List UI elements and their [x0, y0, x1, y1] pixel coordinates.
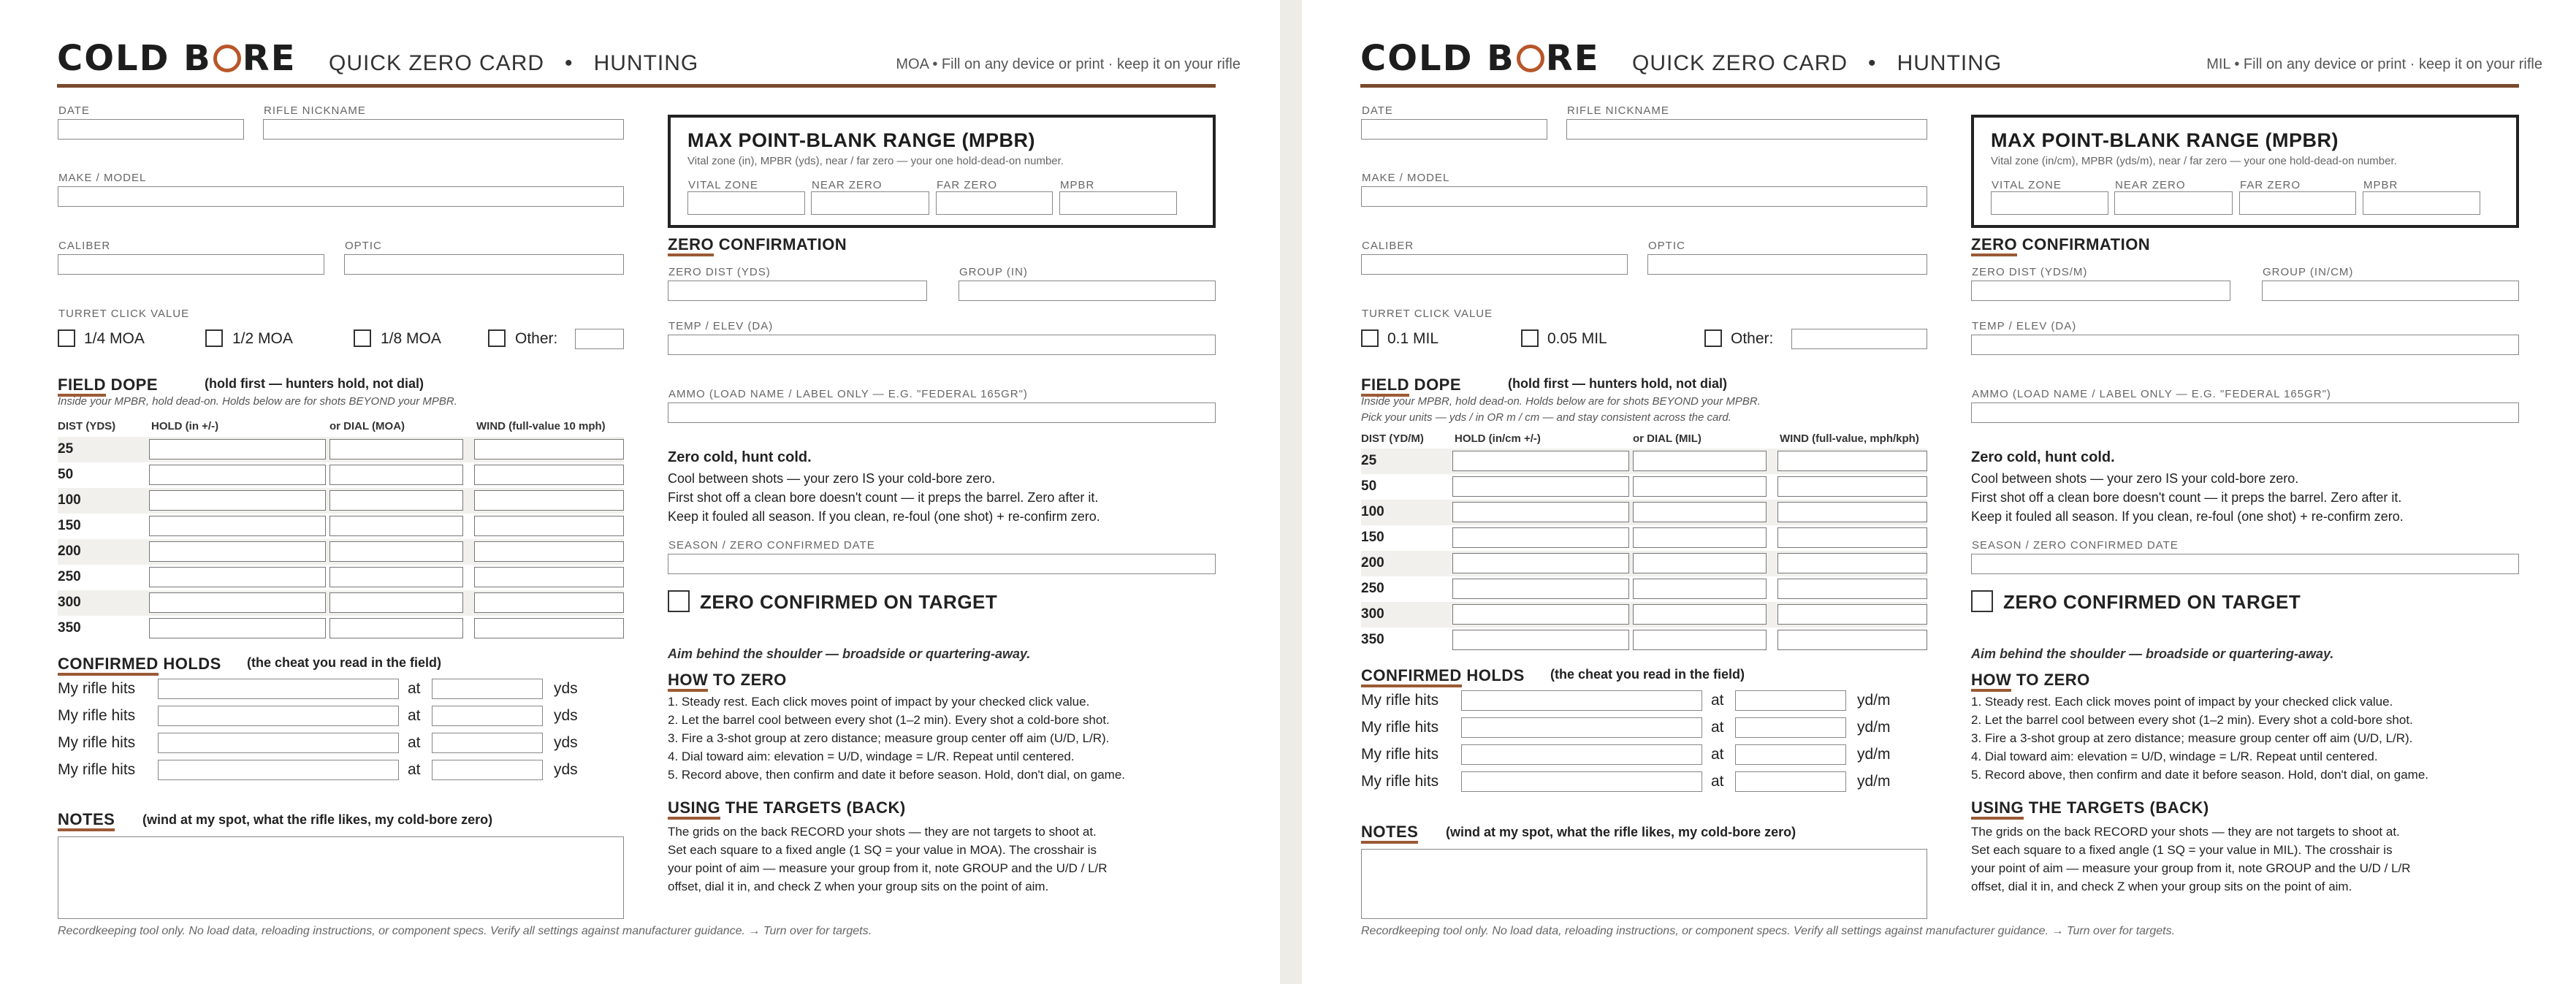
dope-distance: 100 [1361, 504, 1384, 519]
optic-field[interactable] [344, 254, 624, 275]
hold-cell[interactable] [149, 567, 326, 587]
dial-cell[interactable] [1633, 476, 1767, 497]
hold-row-label: My rifle hits [1361, 719, 1439, 736]
rifle-nickname-field[interactable] [263, 119, 624, 140]
aim-note: Aim behind the shoulder — broadside or quartering-away. [668, 647, 1031, 661]
mil-card [1302, 0, 2576, 984]
dope-distance: 250 [1361, 581, 1384, 596]
brand-logo: COLD B RE [57, 38, 297, 79]
hold-cell[interactable] [1452, 451, 1629, 471]
confirmed-holds-title: CONFIRMED HOLDS [1361, 666, 1525, 685]
notes-field[interactable] [58, 836, 624, 919]
hold-unit-label: yds [554, 734, 578, 751]
mpbr-label: MPBR [2363, 179, 2398, 191]
dope-distance: 350 [1361, 632, 1384, 647]
bore-ring-icon [213, 45, 241, 72]
hold-distance-field[interactable] [432, 679, 543, 699]
group-field[interactable] [2262, 281, 2519, 301]
hold-cell[interactable] [149, 516, 326, 536]
wind-cell[interactable] [474, 618, 624, 638]
date-field[interactable] [58, 119, 244, 140]
temp-elev-field[interactable] [668, 335, 1216, 355]
how-step-4: 4. Dial toward aim: elevation = U/D, windage = L/R. Repeat until centered. [1971, 750, 2378, 763]
hold-cell[interactable] [1452, 630, 1629, 650]
col-dist: DIST (YD/M) [1361, 432, 1424, 445]
near-zero-label: NEAR ZERO [812, 179, 883, 191]
cold-title: Zero cold, hunt cold. [668, 449, 812, 465]
dope-distance: 100 [58, 492, 81, 508]
cold-line-1: Cool between shots — your zero IS your cold-bore zero. [1971, 471, 2299, 486]
hold-cell[interactable] [149, 465, 326, 485]
hold-value-field[interactable] [158, 706, 399, 726]
wind-cell[interactable] [1777, 604, 1927, 625]
confirmed-holds-hint: (the cheat you read in the field) [1550, 667, 1745, 682]
hold-at-label: at [1711, 692, 1724, 709]
how-step-3: 3. Fire a 3-shot group at zero distance; measure group center off aim (U/D, L/R). [668, 731, 1110, 745]
dial-cell[interactable] [1633, 553, 1767, 573]
date-label: DATE [1362, 104, 1393, 117]
mpbr-field[interactable] [1059, 191, 1177, 215]
hold-cell[interactable] [1452, 527, 1629, 548]
hold-distance-field[interactable] [1735, 717, 1846, 738]
mpbr-label: MPBR [1060, 179, 1095, 191]
wind-cell[interactable] [474, 439, 624, 459]
dial-cell[interactable] [1633, 604, 1767, 625]
hold-distance-field[interactable] [432, 760, 543, 780]
hold-unit-label: yd/m [1857, 746, 1891, 763]
col-wind: WIND (full-value 10 mph) [476, 420, 606, 432]
twentieth-mil-checkbox[interactable] [1521, 329, 1539, 347]
make-model-field[interactable] [1361, 186, 1927, 207]
cold-title: Zero cold, hunt cold. [1971, 449, 2115, 465]
wind-cell[interactable] [1777, 527, 1927, 548]
caliber-label: CALIBER [58, 240, 111, 252]
cold-line-1: Cool between shots — your zero IS your cold-bore zero. [668, 471, 996, 486]
dope-distance: 350 [58, 620, 81, 636]
dial-cell[interactable] [329, 516, 463, 536]
eighth-moa-label: 1/8 MOA [381, 330, 441, 347]
page-gutter [1280, 0, 1302, 984]
using-targets-title: USING THE TARGETS (BACK) [1971, 798, 2209, 817]
wind-cell[interactable] [474, 516, 624, 536]
hold-unit-label: yds [554, 761, 578, 778]
wind-cell[interactable] [1777, 630, 1927, 650]
dope-distance: 50 [58, 467, 74, 482]
dial-cell[interactable] [329, 567, 463, 587]
hold-value-field[interactable] [158, 679, 399, 699]
wind-cell[interactable] [474, 592, 624, 613]
how-to-zero-title: HOW TO ZERO [668, 671, 787, 690]
hold-cell[interactable] [1452, 476, 1629, 497]
wind-cell[interactable] [1777, 451, 1927, 471]
dial-cell[interactable] [1633, 579, 1767, 599]
turret-label: TURRET CLICK VALUE [58, 308, 190, 320]
how-step-2: 2. Let the barrel cool between every shot (1–2 min). Every shot a cold-bore shot. [668, 713, 1110, 727]
other-field[interactable] [1791, 329, 1927, 349]
near-zero-field[interactable] [811, 191, 929, 215]
optic-field[interactable] [1647, 254, 1927, 275]
hold-row-label: My rifle hits [1361, 692, 1439, 709]
hold-distance-field[interactable] [1735, 690, 1846, 711]
field-dope-note: Inside your MPBR, hold dead-on. Holds below are for shots BEYOND your MPBR. [58, 395, 457, 408]
hold-row-label: My rifle hits [1361, 773, 1439, 790]
make-model-field[interactable] [58, 186, 624, 207]
field-dope-note: Inside your MPBR, hold dead-on. Holds below are for shots BEYOND your MPBR. [1361, 395, 1761, 408]
optic-label: OPTIC [1648, 240, 1685, 252]
hold-at-label: at [1711, 773, 1724, 790]
field-dope-title: FIELD DOPE [58, 375, 158, 394]
hold-unit-label: yds [554, 707, 578, 724]
hold-value-field[interactable] [1461, 717, 1702, 738]
dial-cell[interactable] [329, 592, 463, 613]
ammo-field[interactable] [1971, 403, 2519, 423]
hold-row-label: My rifle hits [58, 761, 136, 778]
dial-cell[interactable] [1633, 630, 1767, 650]
dope-distance: 200 [58, 544, 81, 559]
hold-at-label: at [408, 680, 421, 697]
hold-row-label: My rifle hits [58, 707, 136, 724]
col-hold: HOLD (in +/-) [151, 420, 219, 432]
caliber-field[interactable] [1361, 254, 1628, 275]
notes-field[interactable] [1361, 849, 1927, 919]
dial-cell[interactable] [329, 618, 463, 638]
optic-label: OPTIC [345, 240, 382, 252]
zero-dist-label: ZERO DIST (YDS/M) [1972, 266, 2088, 278]
date-label: DATE [58, 104, 90, 117]
group-label: GROUP (IN/CM) [2263, 266, 2354, 278]
hold-distance-field[interactable] [432, 733, 543, 753]
how-step-4: 4. Dial toward aim: elevation = U/D, windage = L/R. Repeat until centered. [668, 750, 1075, 763]
rifle-nickname-field[interactable] [1566, 119, 1927, 140]
how-step-1: 1. Steady rest. Each click moves point of impact by your checked click value. [668, 695, 1090, 709]
other-label: Other: [515, 330, 558, 347]
hold-value-field[interactable] [1461, 690, 1702, 711]
hold-unit-label: yd/m [1857, 692, 1891, 709]
rifle-nickname-label: RIFLE NICKNAME [1567, 104, 1669, 117]
dope-distance: 250 [58, 569, 81, 584]
how-step-2: 2. Let the barrel cool between every shot (1–2 min). Every shot a cold-bore shot. [1971, 713, 2413, 727]
hold-at-label: at [408, 761, 421, 778]
wind-cell[interactable] [1777, 579, 1927, 599]
mpbr-field[interactable] [2363, 191, 2480, 215]
half-moa-checkbox[interactable] [205, 329, 223, 347]
targets-line-1: The grids on the back RECORD your shots — they are not targets to shoot at. [1971, 825, 2400, 839]
cold-line-2: First shot off a clean bore doesn't count — it preps the barrel. Zero after it. [1971, 490, 2402, 505]
season-field[interactable] [1971, 554, 2519, 574]
hold-cell[interactable] [1452, 604, 1629, 625]
near-zero-label: NEAR ZERO [2115, 179, 2186, 191]
zero-confirmation-title: ZERO CONFIRMATION [668, 235, 847, 254]
notes-title: NOTES [58, 810, 115, 829]
moa-card [0, 0, 1276, 984]
field-dope-hint: (hold first — hunters hold, not dial) [1508, 376, 1727, 391]
confirmed-holds-hint: (the cheat you read in the field) [247, 655, 442, 670]
targets-line-2: Set each square to a fixed angle (1 SQ = your value in MOA). The crosshair is [668, 843, 1097, 857]
aim-note: Aim behind the shoulder — broadside or quartering-away. [1971, 647, 2334, 661]
dope-distance: 25 [1361, 453, 1377, 468]
dope-distance: 25 [58, 441, 74, 457]
notes-hint: (wind at my spot, what the rifle likes, my cold-bore zero) [1446, 825, 1796, 839]
temp-elev-field[interactable] [1971, 335, 2519, 355]
hold-at-label: at [1711, 746, 1724, 763]
dope-distance: 50 [1361, 478, 1377, 494]
hold-value-field[interactable] [158, 733, 399, 753]
brand-logo: COLD B RE [1360, 38, 1600, 79]
notes-title: NOTES [1361, 823, 1418, 842]
ammo-label: AMMO (LOAD NAME / LABEL ONLY — E.G. "FEDERAL 165GR") [1972, 388, 2331, 400]
how-step-1: 1. Steady rest. Each click moves point of impact by your checked click value. [1971, 695, 2393, 709]
quarter-moa-checkbox[interactable] [58, 329, 75, 347]
quarter-moa-label: 1/4 MOA [84, 330, 145, 347]
wind-cell[interactable] [1777, 476, 1927, 497]
vital-zone-field[interactable] [687, 191, 805, 215]
wind-cell[interactable] [474, 490, 624, 511]
hold-unit-label: yd/m [1857, 773, 1891, 790]
mpbr-title: MAX POINT-BLANK RANGE (MPBR) [687, 129, 1035, 151]
unit-note: MOA • Fill on any device or print · keep it on your rifle [896, 56, 1241, 72]
season-label: SEASON / ZERO CONFIRMED DATE [668, 539, 875, 552]
wind-cell[interactable] [1777, 553, 1927, 573]
wind-cell[interactable] [474, 541, 624, 562]
dope-distance: 300 [58, 595, 81, 610]
hold-cell[interactable] [149, 439, 326, 459]
units-note: Pick your units — yds / in OR m / cm — and stay consistent across the card. [1361, 411, 1731, 424]
temp-elev-label: TEMP / ELEV (DA) [668, 320, 774, 332]
zero-confirmation-title: ZERO CONFIRMATION [1971, 235, 2150, 254]
hold-cell[interactable] [1452, 553, 1629, 573]
tenth-mil-label: 0.1 MIL [1387, 330, 1439, 347]
other-checkbox[interactable] [488, 329, 506, 347]
using-targets-title: USING THE TARGETS (BACK) [668, 798, 906, 817]
hold-at-label: at [408, 707, 421, 724]
col-hold: HOLD (in/cm +/-) [1455, 432, 1541, 445]
cold-line-3: Keep it fouled all season. If you clean, re-foul (one shot) + re-confirm zero. [1971, 509, 2404, 524]
make-model-label: MAKE / MODEL [1362, 172, 1450, 184]
hold-distance-field[interactable] [432, 706, 543, 726]
zero-dist-field[interactable] [1971, 281, 2230, 301]
col-dial: or DIAL (MIL) [1633, 432, 1702, 445]
half-moa-label: 1/2 MOA [232, 330, 293, 347]
dope-distance: 150 [1361, 530, 1384, 545]
dial-cell[interactable] [1633, 527, 1767, 548]
date-field[interactable] [1361, 119, 1547, 140]
other-checkbox[interactable] [1704, 329, 1722, 347]
hold-value-field[interactable] [1461, 744, 1702, 765]
far-zero-label: FAR ZERO [2240, 179, 2301, 191]
hold-cell[interactable] [149, 490, 326, 511]
dope-distance: 150 [58, 518, 81, 533]
wind-cell[interactable] [1777, 502, 1927, 522]
header-rule [57, 84, 1216, 88]
twentieth-mil-label: 0.05 MIL [1547, 330, 1607, 347]
mpbr-subtitle: Vital zone (in), MPBR (yds), near / far zero — your one hold-dead-on number. [687, 155, 1064, 167]
hold-distance-field[interactable] [1735, 744, 1846, 765]
dial-cell[interactable] [329, 465, 463, 485]
field-dope-hint: (hold first — hunters hold, not dial) [205, 376, 424, 391]
zero-confirmed-checkbox[interactable] [668, 590, 690, 612]
hold-distance-field[interactable] [1735, 771, 1846, 792]
tenth-mil-checkbox[interactable] [1361, 329, 1379, 347]
hold-cell[interactable] [149, 541, 326, 562]
cold-line-2: First shot off a clean bore doesn't count — it preps the barrel. Zero after it. [668, 490, 1099, 505]
field-dope-title: FIELD DOPE [1361, 375, 1461, 394]
col-wind: WIND (full-value, mph/kph) [1780, 432, 1919, 445]
near-zero-field[interactable] [2114, 191, 2233, 215]
season-label: SEASON / ZERO CONFIRMED DATE [1972, 539, 2179, 552]
caliber-field[interactable] [58, 254, 324, 275]
targets-line-2: Set each square to a fixed angle (1 SQ = your value in MIL). The crosshair is [1971, 843, 2393, 857]
col-dial: or DIAL (MOA) [329, 420, 405, 432]
make-model-label: MAKE / MODEL [58, 172, 147, 184]
footer-note: Recordkeeping tool only. No load data, reloading instructions, or component specs. Verify all settings against manufacturer guidance. → Turn over for targets. [1361, 925, 2176, 937]
rifle-nickname-label: RIFLE NICKNAME [264, 104, 366, 117]
ammo-field[interactable] [668, 403, 1216, 423]
header-rule [1360, 84, 2519, 88]
dope-distance: 300 [1361, 606, 1384, 622]
hold-cell[interactable] [1452, 579, 1629, 599]
bore-ring-icon [1517, 45, 1544, 72]
wind-cell[interactable] [474, 465, 624, 485]
hold-unit-label: yd/m [1857, 719, 1891, 736]
footer-note: Recordkeeping tool only. No load data, reloading instructions, or component specs. Verify all settings against manufacturer guidance. → Turn over for targets. [58, 925, 872, 937]
hold-value-field[interactable] [158, 760, 399, 780]
how-step-5: 5. Record above, then confirm and date it before season. Hold, don't dial, on game. [1971, 768, 2429, 782]
dial-cell[interactable] [1633, 502, 1767, 522]
ammo-label: AMMO (LOAD NAME / LABEL ONLY — E.G. "FEDERAL 165GR") [668, 388, 1028, 400]
targets-line-3: your point of aim — measure your group from it, note GROUP and the U/D / L/R [668, 861, 1108, 875]
targets-line-4: offset, dial it in, and check Z when your group sits on the point of aim. [1971, 880, 2352, 893]
how-step-3: 3. Fire a 3-shot group at zero distance; measure group center off aim (U/D, L/R). [1971, 731, 2413, 745]
notes-hint: (wind at my spot, what the rifle likes, my cold-bore zero) [142, 812, 493, 827]
zero-confirmed-label: ZERO CONFIRMED ON TARGET [2003, 591, 2301, 613]
col-dist: DIST (YDS) [58, 420, 116, 432]
mpbr-subtitle: Vital zone (in/cm), MPBR (yds/m), near / far zero — your one hold-dead-on number. [1991, 155, 2397, 167]
unit-note: MIL • Fill on any device or print · keep it on your rifle [2206, 56, 2542, 72]
dial-cell[interactable] [329, 439, 463, 459]
hold-unit-label: yds [554, 680, 578, 697]
caliber-label: CALIBER [1362, 240, 1414, 252]
vital-zone-field[interactable] [1991, 191, 2108, 215]
zero-confirmed-label: ZERO CONFIRMED ON TARGET [700, 591, 998, 613]
dope-distance: 200 [1361, 555, 1384, 571]
turret-label: TURRET CLICK VALUE [1362, 308, 1493, 320]
how-to-zero-title: HOW TO ZERO [1971, 671, 2090, 690]
other-field[interactable] [575, 329, 624, 349]
zero-dist-field[interactable] [668, 281, 927, 301]
zero-dist-label: ZERO DIST (YDS) [668, 266, 771, 278]
card-title: QUICK ZERO CARD • HUNTING [1632, 51, 2003, 75]
vital-zone-label: VITAL ZONE [1992, 179, 2062, 191]
far-zero-field[interactable] [2239, 191, 2356, 215]
hold-at-label: at [408, 734, 421, 751]
hold-cell[interactable] [1452, 502, 1629, 522]
wind-cell[interactable] [474, 567, 624, 587]
targets-line-3: your point of aim — measure your group from it, note GROUP and the U/D / L/R [1971, 861, 2411, 875]
dial-cell[interactable] [1633, 451, 1767, 471]
confirmed-holds-title: CONFIRMED HOLDS [58, 655, 221, 674]
cold-line-3: Keep it fouled all season. If you clean, re-foul (one shot) + re-confirm zero. [668, 509, 1100, 524]
hold-cell[interactable] [149, 592, 326, 613]
hold-row-label: My rifle hits [58, 680, 136, 697]
dial-cell[interactable] [329, 490, 463, 511]
far-zero-label: FAR ZERO [937, 179, 998, 191]
vital-zone-label: VITAL ZONE [688, 179, 758, 191]
card-title: QUICK ZERO CARD • HUNTING [329, 51, 699, 75]
dial-cell[interactable] [329, 541, 463, 562]
hold-cell[interactable] [149, 618, 326, 638]
targets-line-4: offset, dial it in, and check Z when your group sits on the point of aim. [668, 880, 1049, 893]
other-label: Other: [1731, 330, 1774, 347]
targets-line-1: The grids on the back RECORD your shots — they are not targets to shoot at. [668, 825, 1097, 839]
group-field[interactable] [959, 281, 1216, 301]
zero-confirmed-checkbox[interactable] [1971, 590, 1993, 612]
hold-row-label: My rifle hits [58, 734, 136, 751]
mpbr-title: MAX POINT-BLANK RANGE (MPBR) [1991, 129, 2339, 151]
hold-value-field[interactable] [1461, 771, 1702, 792]
hold-at-label: at [1711, 719, 1724, 736]
group-label: GROUP (IN) [959, 266, 1028, 278]
far-zero-field[interactable] [936, 191, 1053, 215]
eighth-moa-checkbox[interactable] [354, 329, 371, 347]
season-field[interactable] [668, 554, 1216, 574]
how-step-5: 5. Record above, then confirm and date it before season. Hold, don't dial, on game. [668, 768, 1126, 782]
temp-elev-label: TEMP / ELEV (DA) [1972, 320, 2077, 332]
hold-row-label: My rifle hits [1361, 746, 1439, 763]
